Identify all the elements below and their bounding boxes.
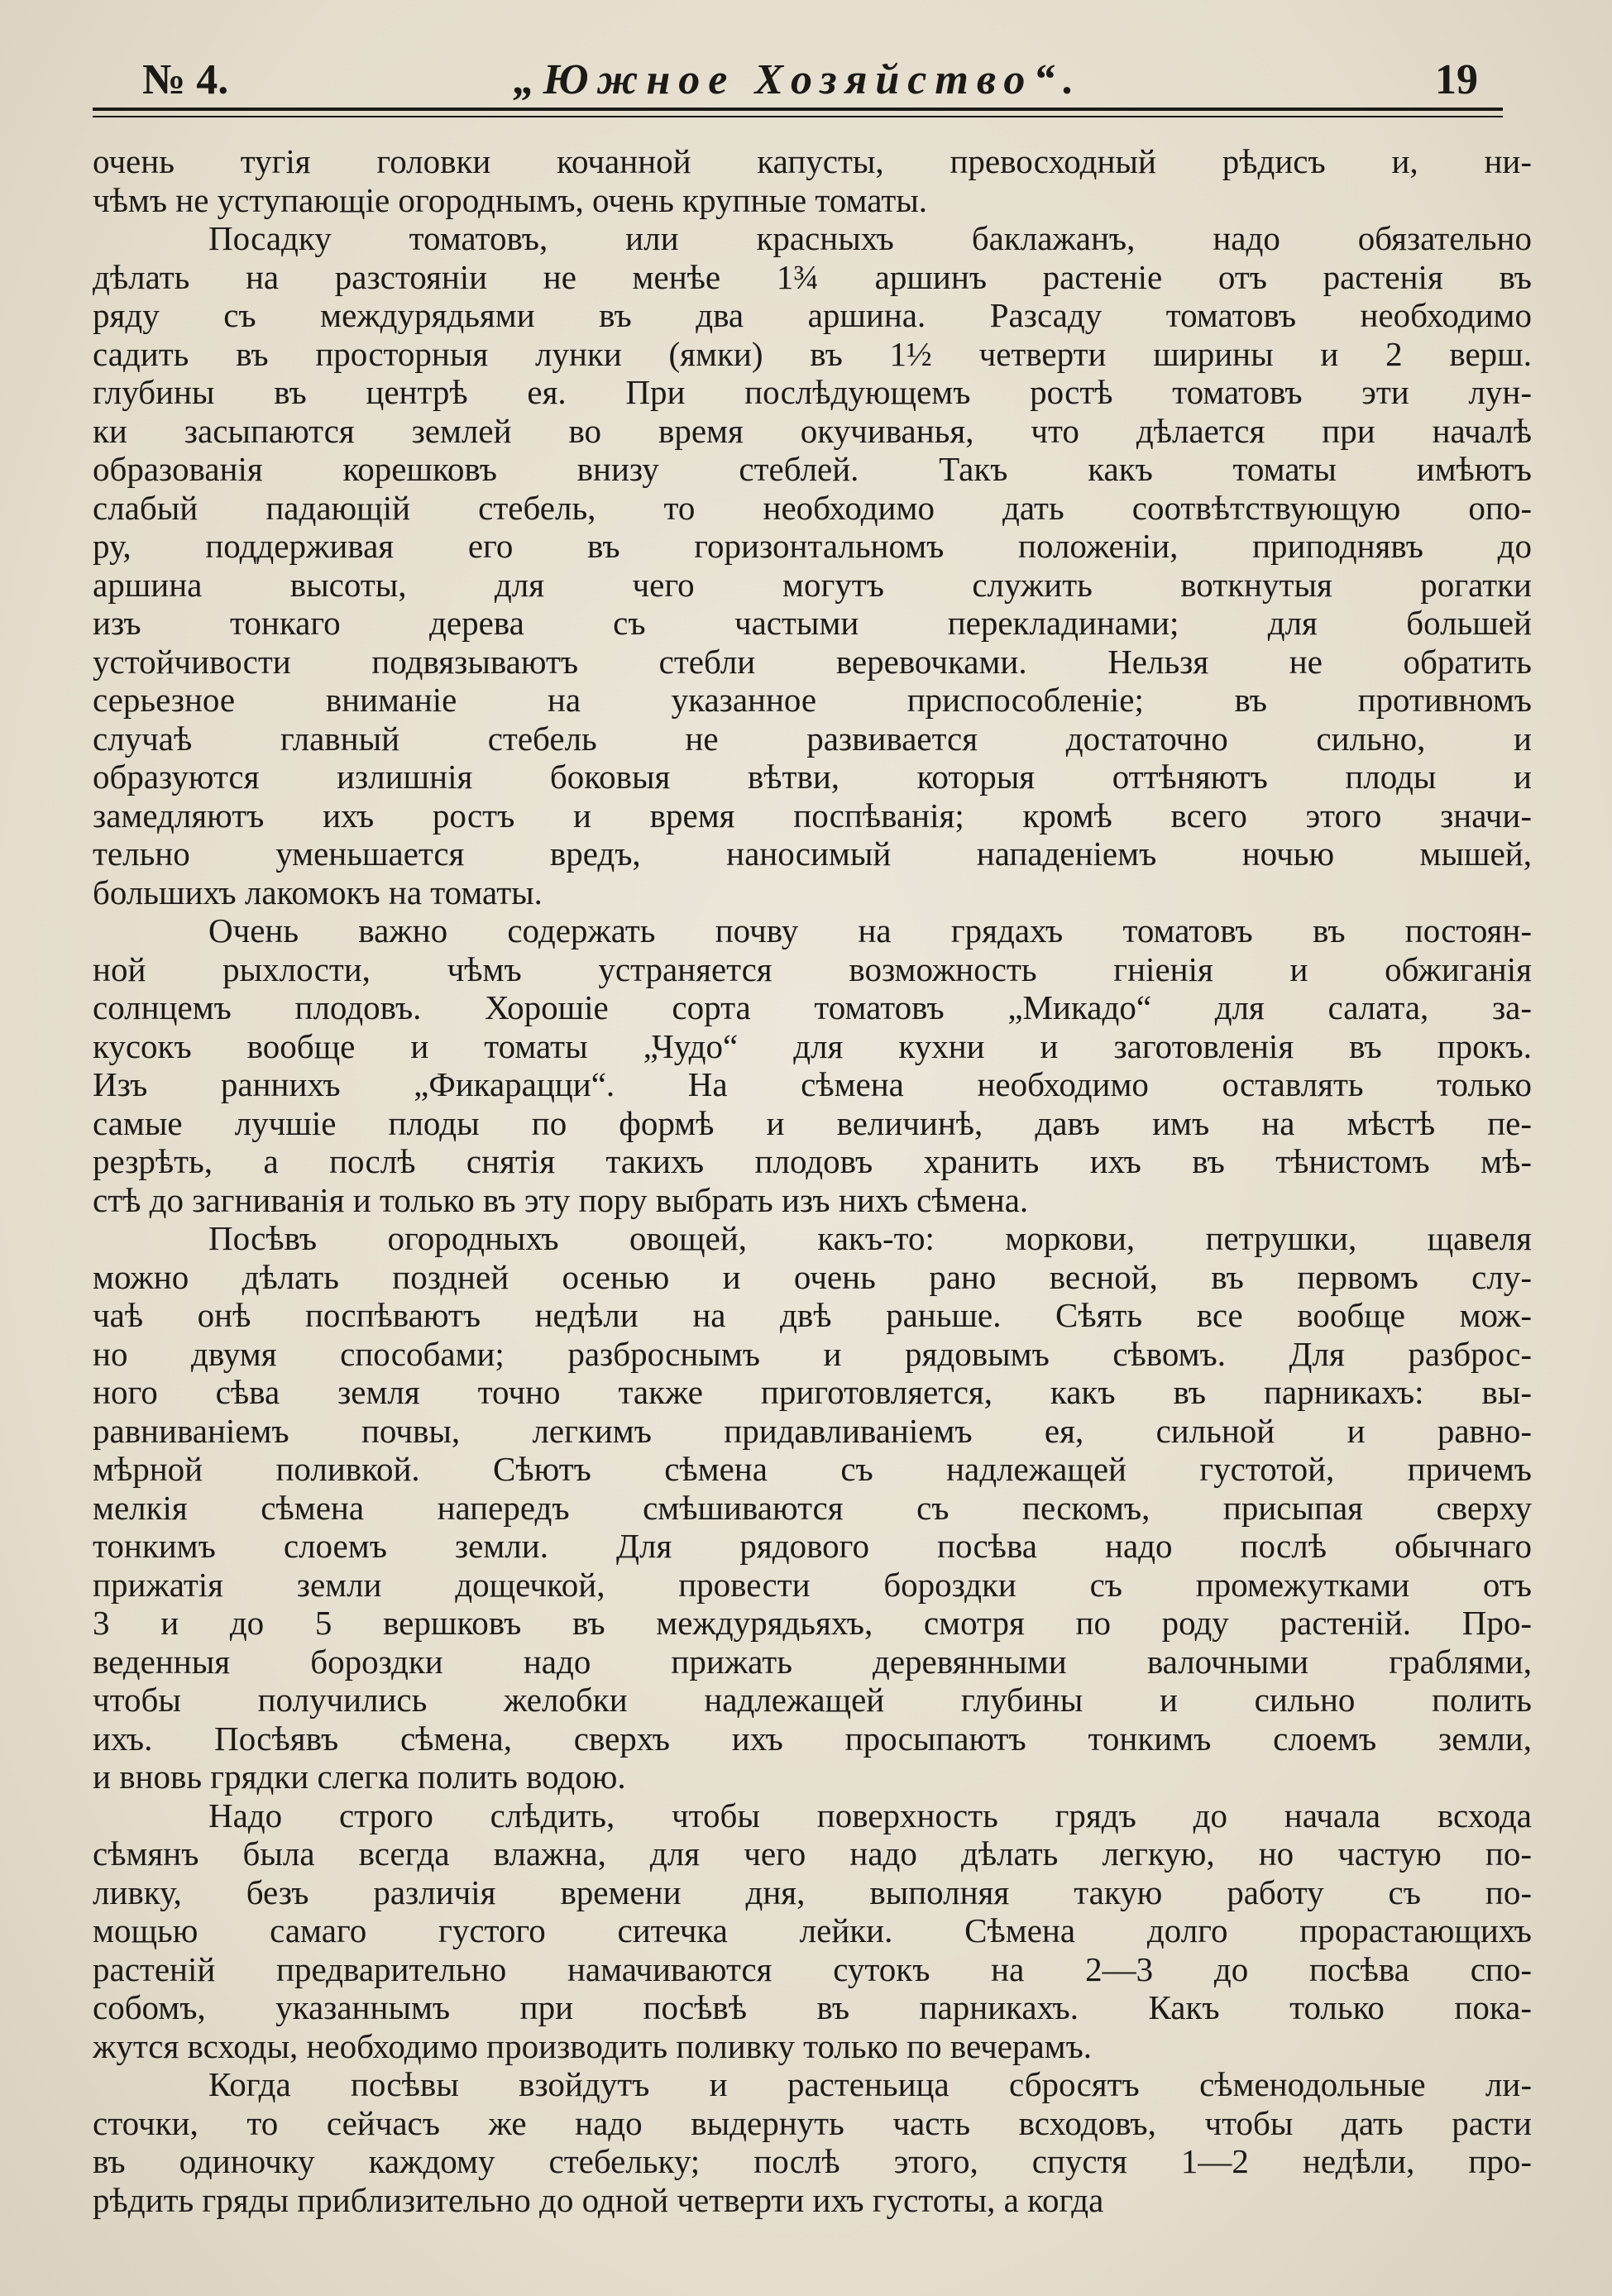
text-line: тельно уменьшается вредъ, наносимый нападеніемъ ночью мышей, [93,835,1532,873]
text-line: очень тугія головки кочанной капусты, превосходный рѣдисъ и, ни- [93,142,1532,180]
text-line: мелкія сѣмена напередъ смѣшиваются съ пескомъ, присыпая сверху [93,1488,1532,1527]
text-line: мощью самаго густого ситечка лейки. Сѣмена долго прорастающихъ [93,1911,1532,1949]
text-line: Очень важно содержать почву на грядахъ томатовъ въ постоян- [208,911,1532,949]
page-number: 19 [1435,56,1478,103]
text-line: мѣрной поливкой. Сѣютъ сѣмена съ надлежащей густотой, причемъ [93,1450,1532,1488]
text-line: въ одиночку каждому стебельку; послѣ этого, спустя 1—2 недѣли, про- [93,2142,1532,2180]
text-line: Посѣвъ огородныхъ овощей, какъ-то: моркови, петрушки, щавеля [208,1219,1532,1257]
text-line: и вновь грядки слегка полить водою. [93,1758,626,1796]
text-line: равниваніемъ почвы, легкимъ придавливаніемъ ея, сильной и равно- [93,1411,1532,1450]
text-line: кусокъ вообще и томаты „Чудо“ для кухни и заготовленія въ прокъ. [93,1026,1532,1065]
text-line: ихъ. Посѣявъ сѣмена, сверхъ ихъ просыпаютъ тонкимъ слоемъ земли, [93,1719,1532,1758]
text-line: ру, поддерживая его въ горизонтальномъ положеніи, приподнявъ до [93,527,1532,565]
header-rule-thin [93,116,1503,117]
text-line: серьезное вниманіе на указанное приспособленіе; въ противномъ [93,681,1532,719]
text-line: ряду съ междурядьями въ два аршина. Разсаду томатовъ необходимо [93,296,1532,334]
text-line: изъ тонкаго дерева съ частыми перекладинами; для большей [93,604,1532,642]
text-line: сточки, то сейчасъ же надо выдернуть часть всходовъ, чтобы дать расти [93,2103,1532,2142]
text-line: но двумя способами; разброснымъ и рядовымъ сѣвомъ. Для разброс- [93,1334,1532,1373]
paragraph [93,911,1532,1219]
text-line: аршина высоты, для чего могутъ служить воткнутыя рогатки [93,565,1532,604]
text-line: Изъ раннихъ „Фикарацци“. На сѣмена необходимо оставлять только [93,1065,1532,1103]
text-line: ки засыпаются землей во время окучиванья, что дѣлается при началѣ [93,411,1532,450]
text-line: ной рыхлости, чѣмъ устраняется возможность гніенія и обжиганія [93,949,1532,988]
paragraph [93,1796,1532,2066]
text-line: сѣмянъ была всегда влажна, для чего надо дѣлать легкую, но частую по- [93,1834,1532,1873]
text-line: Когда посѣвы взойдутъ и растеньица сбросятъ сѣменодольные ли- [208,2065,1532,2103]
text-line: солнцемъ плодовъ. Хорошіе сорта томатовъ „Микадо“ для салата, за- [93,988,1532,1026]
text-line: глубины въ центрѣ ея. При послѣдующемъ ростѣ томатовъ эти лун- [93,373,1532,411]
running-header [93,55,1503,106]
text-line: тонкимъ слоемъ земли. Для рядового посѣва надо послѣ обычнаго [93,1527,1532,1565]
issue-number: № 4. [142,56,229,103]
text-line: ного сѣва земля точно также приготовляется, какъ въ парникахъ: вы- [93,1373,1532,1411]
text-line: устойчивости подвязываютъ стебли веревочками. Нельзя не обратить [93,642,1532,681]
text-line: Посадку томатовъ, или красныхъ баклажанъ, надо обязательно [208,219,1532,257]
text-line: прижатія земли дощечкой, провести бороздки съ промежутками отъ [93,1565,1532,1604]
text-line: большихъ лакомокъ на томаты. [93,873,543,911]
paragraph [93,2065,1532,2219]
paragraph [93,219,1532,911]
text-line: Надо строго слѣдить, чтобы поверхность грядъ до начала всхода [208,1796,1532,1834]
text-line: резрѣть, а послѣ снятія такихъ плодовъ хранить ихъ въ тѣнистомъ мѣ- [93,1142,1532,1180]
text-line: чаѣ онѣ поспѣваютъ недѣли на двѣ раньше. Сѣять все вообще мож- [93,1296,1532,1334]
text-line: случаѣ главный стебель не развивается достаточно сильно, и [93,719,1532,758]
text-line: образуются излишнія боковыя вѣтви, которыя оттѣняютъ плоды и [93,758,1532,796]
text-line: замедляютъ ихъ ростъ и время поспѣванія; кромѣ всего этого значи- [93,796,1532,835]
text-line: чѣмъ не уступающіе огороднымъ, очень крупные томаты. [93,180,928,219]
paragraph [93,1219,1532,1796]
text-line: растеній предварительно намачиваются сутокъ на 2—3 до посѣва спо- [93,1949,1532,1988]
text-line: чтобы получились желобки надлежащей глубины и сильно полить [93,1681,1532,1719]
text-line: можно дѣлать поздней осенью и очень рано весной, въ первомъ слу- [93,1257,1532,1296]
text-line: дѣлать на разстояніи не менѣе 1¾ аршинъ растеніе отъ растенія въ [93,257,1532,296]
text-line: образованія корешковъ внизу стеблей. Такъ какъ томаты имѣютъ [93,450,1532,488]
text-line: садить въ просторныя лунки (ямки) въ 1½ четверти ширины и 2 верш. [93,334,1532,373]
text-line: ливку, безъ различія времени дня, выполняя такую работу съ по- [93,1873,1532,1911]
text-line: 3 и до 5 вершковъ въ междурядьяхъ, смотря по роду растеній. Про- [93,1604,1532,1642]
text-line: рѣдить гряды приблизительно до одной четверти ихъ густоты, а когда [93,2180,1104,2219]
article-body [93,142,1532,2219]
text-line: веденныя бороздки надо прижать деревянными валочными граблями, [93,1642,1532,1681]
journal-title: „Южное Хозяйство“. [513,56,1083,103]
text-line: стѣ до загниванія и только въ эту пору выбрать изъ нихъ сѣмена. [93,1180,1029,1219]
paragraph [93,142,1532,219]
header-rule-thick [93,108,1503,111]
text-line: слабый падающій стебель, то необходимо дать соотвѣтствующую опо- [93,488,1532,527]
text-line: жутся всходы, необходимо производить поливку только по вечерамъ. [93,2026,1093,2065]
text-line: самые лучшіе плоды по формѣ и величинѣ, давъ имъ на мѣстѣ пе- [93,1103,1532,1142]
text-line: собомъ, указаннымъ при посѣвѣ въ парникахъ. Какъ только пока- [93,1988,1532,2026]
